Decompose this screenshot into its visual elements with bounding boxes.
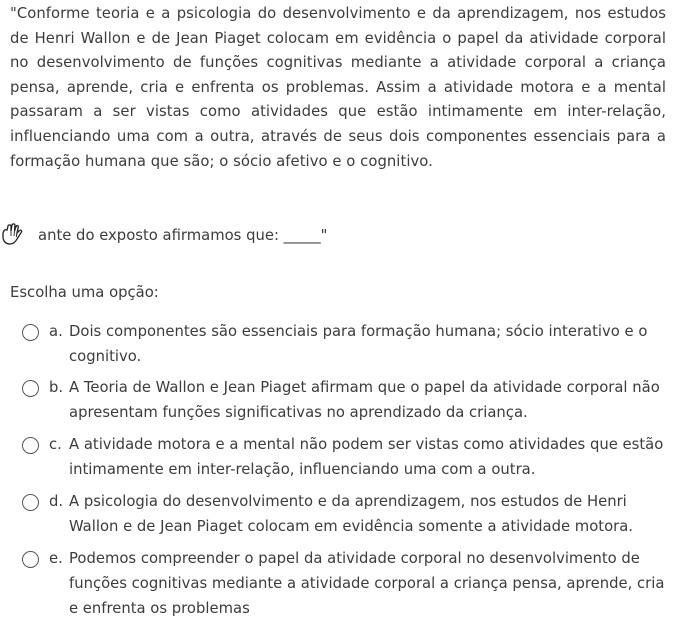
question-prompt-row: [0, 223, 676, 247]
option-e-text: Podemos compreender o papel da atividade corporal no desenvolvimento de funções cognitivas mediante a atividade corporal a criança pensa, aprende, cria e enfrenta os problemas: [69, 550, 665, 617]
radio-option-b[interactable]: [22, 380, 39, 397]
choose-option-label: Escolha uma opção:: [10, 284, 159, 301]
option-b-letter: b.: [49, 379, 64, 396]
option-a-letter: a.: [49, 323, 63, 340]
option-d-letter: d.: [49, 493, 64, 510]
option-a-text: Dois componentes são essenciais para formação humana; sócio interativo e o cognitivo.: [69, 323, 648, 365]
hand-cursor-icon: [0, 223, 26, 247]
question-passage: "Conforme teoria e a psicologia do desenvolvimento e da aprendizagem, nos estudos de Henri Wallon e de Jean Piaget colocam em evidência o papel da atividade corporal no desenvolvimento de funções cognitivas mediante a atividade corporal a criança pensa, aprende, cria e enfrenta os problemas. Assim a atividade motora e a mental passaram a ser vistas como atividades que estão intimamente em inter-relação, influenciando uma com a outra, através de seus dois componentes essenciais para a formação humana que são; o sócio afetivo e o cognitivo.: [10, 5, 666, 170]
option-b-text: A Teoria de Wallon e Jean Piaget afirmam que o papel da atividade corporal não apresentam funções significativas no aprendizado da criança.: [69, 379, 660, 421]
option-d-text: A psicologia do desenvolvimento e da aprendizagem, nos estudos de Henri Wallon e de Jean Piaget colocam em evidência somente a atividade motora.: [69, 493, 633, 535]
radio-option-c[interactable]: [22, 437, 39, 454]
option-e-letter: e.: [49, 550, 63, 567]
radio-option-a[interactable]: [22, 324, 39, 341]
radio-option-e[interactable]: [22, 551, 39, 568]
question-prompt: ante do exposto afirmamos que: _____": [38, 227, 328, 244]
radio-option-d[interactable]: [22, 494, 39, 511]
option-c-text: A atividade motora e a mental não podem ser vistas como atividades que estão intimamente em inter-relação, influenciando uma com a outra.: [69, 436, 664, 478]
option-c-letter: c.: [49, 436, 62, 453]
